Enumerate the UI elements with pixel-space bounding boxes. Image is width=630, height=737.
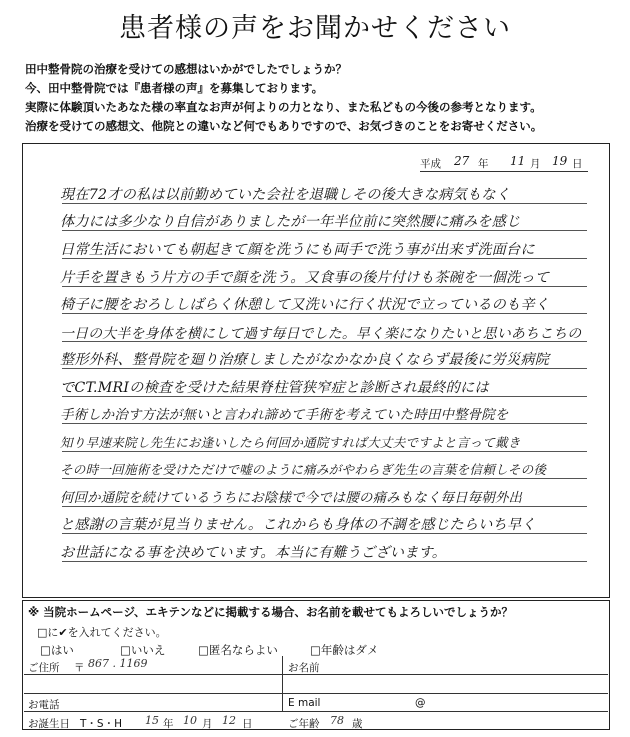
birth-day-value[interactable]: 12 [222, 714, 236, 727]
handwritten-line: 椅子に腰をおろししばらく休憩して又洗いに行く状況で立っているのも辛く [60, 297, 550, 313]
age-label: ご年齢 [288, 718, 320, 730]
birth-year-unit: 年 [163, 718, 174, 730]
option-no-age[interactable]: □年齢はダメ [310, 643, 379, 657]
intro-line: 田中整骨院の治療を受けての感想はいかがでしたでしょうか？ [25, 62, 347, 76]
date-year: 27 [454, 154, 470, 168]
name-label: お名前 [288, 662, 320, 674]
handwritten-line: 手術しか治す方法が無いと言われ諦めて手術を考えていた時田中整骨院を [60, 408, 509, 423]
handwritten-line: 整形外科、整骨院を廻り治療しましたがなかなか良くならず最後に労災病院 [60, 352, 550, 368]
handwritten-line: でCT.MRIの検査を受けた結果脊柱管狭窄症と診断され最終的には [60, 380, 489, 396]
age-unit: 歳 [352, 718, 363, 730]
intro-line: 治療を受けての感想文、他院との違いなど何でもありですので、お気づきのことをお寄せください。 [25, 119, 543, 133]
consent-question: ※ 当院ホームページ、エキテンなどに掲載する場合、お名前を載せてもよろしいでしょうか？ [28, 605, 513, 619]
handwritten-line: 体力には多少なり自信がありましたが一年半位前に突然腰に痛みを感じ [60, 214, 521, 230]
handwritten-line: 現在72才の私は以前勤めていた会社を退職しその後大きな病気もなく [60, 187, 511, 203]
address-label: ご住所 [28, 662, 60, 674]
birth-year-value[interactable]: 15 [145, 714, 159, 727]
email-at: @ [415, 697, 426, 709]
postal-mark: 〒 [74, 662, 85, 674]
handwritten-line: 何回か通院を続けているうちにお陰様で今では腰の痛みもなく毎日毎朝外出 [60, 491, 523, 506]
letter-date [420, 153, 588, 172]
date-day: 19 [552, 154, 568, 168]
birthday-label: お誕生日 [28, 718, 70, 730]
birth-day-unit: 日 [242, 718, 253, 730]
era-options[interactable]: T・S・H [80, 718, 122, 730]
handwritten-line: その時一回施術を受けただけで嘘のように痛みがやわらぎ先生の言葉を信頼しその後 [60, 462, 547, 477]
option-no[interactable]: □いいえ [120, 643, 166, 657]
handwritten-line: 知り早速来院し先生にお逢いしたら何回か通院すれば大丈夫ですよと言って戴き [60, 435, 521, 450]
intro-line: 実際に体験頂いたあなた様の率直なお声が何よりの力となり、また私どもの今後の参考となります。 [25, 100, 542, 114]
intro-text [25, 60, 615, 136]
page-title: 患者様の声をお聞かせください [119, 13, 511, 44]
date-day-unit: 日 [572, 158, 583, 170]
handwritten-line: 日常生活においても朝起きて顔を洗うにも両手で洗う事が出来ず洗面台に [60, 242, 535, 258]
phone-label: お電話 [28, 699, 60, 711]
handwritten-line: 片手を置きもう片方の手で顔を洗う。又食事の後片付けも茶碗を一個洗って [60, 270, 550, 286]
option-anonymous[interactable]: □匿名ならよい [198, 643, 278, 657]
handwritten-line: お世話になる事を決めています。本当に有難うございます。 [60, 545, 447, 561]
date-era: 平成 [420, 158, 441, 170]
option-yes[interactable]: □はい [40, 643, 74, 657]
intro-line: 今、田中整骨院では『患者様の声』を募集しております。 [25, 81, 324, 95]
date-month: 11 [510, 154, 526, 168]
birth-month-unit: 月 [202, 718, 213, 730]
postal-code-value[interactable]: 867 . 1169 [88, 657, 148, 670]
consent-instruction: □に✔を入れてください。 [37, 626, 167, 639]
handwritten-line: 一日の大半を身体を横にして過す毎日でした。早く楽になりたいと思いあちこちの [60, 326, 582, 342]
date-month-unit: 月 [530, 158, 541, 170]
email-label: E mail [288, 697, 321, 709]
date-year-unit: 年 [478, 158, 489, 170]
handwritten-line: と感謝の言葉が見当りません。これからも身体の不調を感じたらいち早く [60, 517, 536, 533]
birth-month-value[interactable]: 10 [183, 714, 197, 727]
age-value[interactable]: 78 [330, 714, 344, 727]
